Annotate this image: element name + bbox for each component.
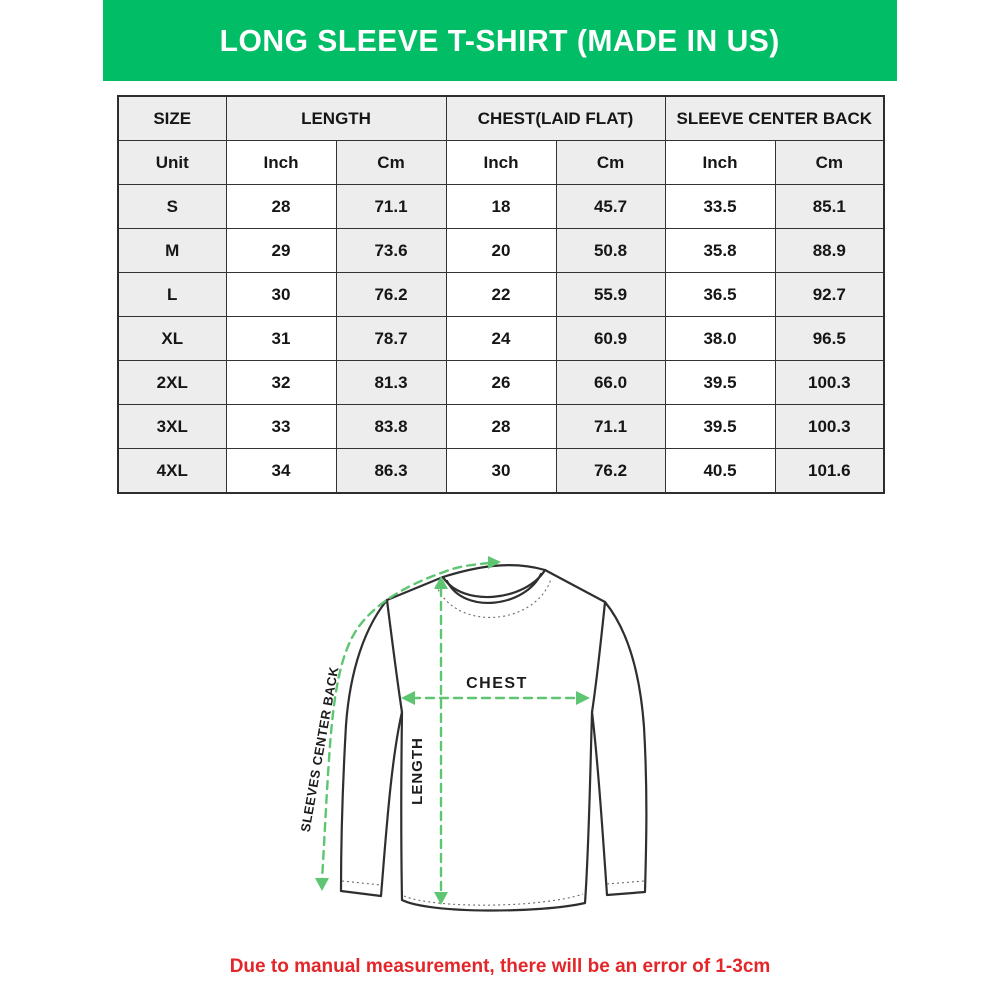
measurement-cell: 66.0 <box>556 361 665 405</box>
unit-cell: Inch <box>226 141 336 185</box>
measurement-cell: 30 <box>226 273 336 317</box>
sleeve-arrowhead-down <box>315 878 329 891</box>
measurement-cell: 29 <box>226 229 336 273</box>
table-row <box>118 185 884 229</box>
sleeve-label: SLEEVES CENTER BACK <box>297 665 342 834</box>
size-cell: XL <box>118 317 226 361</box>
measurement-cell: 35.8 <box>665 229 775 273</box>
measurement-cell: 38.0 <box>665 317 775 361</box>
tshirt-measurement-diagram <box>280 545 720 945</box>
table-unit-row <box>118 141 884 185</box>
chest-label: CHEST <box>466 675 528 692</box>
measurement-cell: 92.7 <box>775 273 884 317</box>
column-header-length: LENGTH <box>226 96 446 141</box>
size-cell: M <box>118 229 226 273</box>
column-header-sleeve: SLEEVE CENTER BACK <box>665 96 884 141</box>
measurement-cell: 24 <box>446 317 556 361</box>
measurement-disclaimer: Due to manual measurement, there will be an error of 1-3cm <box>229 956 771 977</box>
column-header-size: SIZE <box>118 96 226 141</box>
measurement-cell: 96.5 <box>775 317 884 361</box>
size-cell: 3XL <box>118 405 226 449</box>
measurement-cell: 18 <box>446 185 556 229</box>
length-label: LENGTH <box>409 737 426 805</box>
unit-cell: Inch <box>446 141 556 185</box>
measurement-cell: 73.6 <box>336 229 446 273</box>
measurement-cell: 55.9 <box>556 273 665 317</box>
table-row <box>118 273 884 317</box>
table-row <box>118 449 884 494</box>
measurement-cell: 85.1 <box>775 185 884 229</box>
unit-cell: Cm <box>336 141 446 185</box>
measurement-cell: 100.3 <box>775 405 884 449</box>
measurement-cell: 31 <box>226 317 336 361</box>
measurement-cell: 33 <box>226 405 336 449</box>
measurement-cell: 34 <box>226 449 336 494</box>
measurement-cell: 33.5 <box>665 185 775 229</box>
table-group-header-row <box>118 96 884 141</box>
measurement-cell: 60.9 <box>556 317 665 361</box>
measurement-cell: 28 <box>446 405 556 449</box>
measurement-cell: 20 <box>446 229 556 273</box>
measurement-cell: 86.3 <box>336 449 446 494</box>
unit-cell: Cm <box>775 141 884 185</box>
measurement-cell: 40.5 <box>665 449 775 494</box>
measurement-cell: 26 <box>446 361 556 405</box>
unit-cell: Unit <box>118 141 226 185</box>
measurement-cell: 39.5 <box>665 361 775 405</box>
size-cell: S <box>118 185 226 229</box>
measurement-cell: 78.7 <box>336 317 446 361</box>
measurement-cell: 88.9 <box>775 229 884 273</box>
measurement-cell: 71.1 <box>336 185 446 229</box>
title-banner <box>103 0 897 81</box>
measurement-cell: 50.8 <box>556 229 665 273</box>
measurement-cell: 30 <box>446 449 556 494</box>
measurement-cell: 81.3 <box>336 361 446 405</box>
measurement-cell: 71.1 <box>556 405 665 449</box>
measurement-cell: 83.8 <box>336 405 446 449</box>
size-cell: 4XL <box>118 449 226 494</box>
table-row <box>118 405 884 449</box>
size-cell: 2XL <box>118 361 226 405</box>
size-table-body <box>118 185 884 494</box>
measurement-cell: 22 <box>446 273 556 317</box>
measurement-cell: 76.2 <box>556 449 665 494</box>
measurement-cell: 28 <box>226 185 336 229</box>
measurement-cell: 39.5 <box>665 405 775 449</box>
measurement-cell: 45.7 <box>556 185 665 229</box>
measurement-cell: 100.3 <box>775 361 884 405</box>
column-header-chest: CHEST(LAID FLAT) <box>446 96 665 141</box>
table-row <box>118 361 884 405</box>
measurement-cell: 76.2 <box>336 273 446 317</box>
unit-cell: Inch <box>665 141 775 185</box>
table-row <box>118 317 884 361</box>
measurement-cell: 36.5 <box>665 273 775 317</box>
size-table <box>117 95 885 494</box>
size-cell: L <box>118 273 226 317</box>
unit-cell: Cm <box>556 141 665 185</box>
measurement-cell: 32 <box>226 361 336 405</box>
page-title: LONG SLEEVE T-SHIRT (MADE IN US) <box>219 22 781 58</box>
table-row <box>118 229 884 273</box>
measurement-cell: 101.6 <box>775 449 884 494</box>
